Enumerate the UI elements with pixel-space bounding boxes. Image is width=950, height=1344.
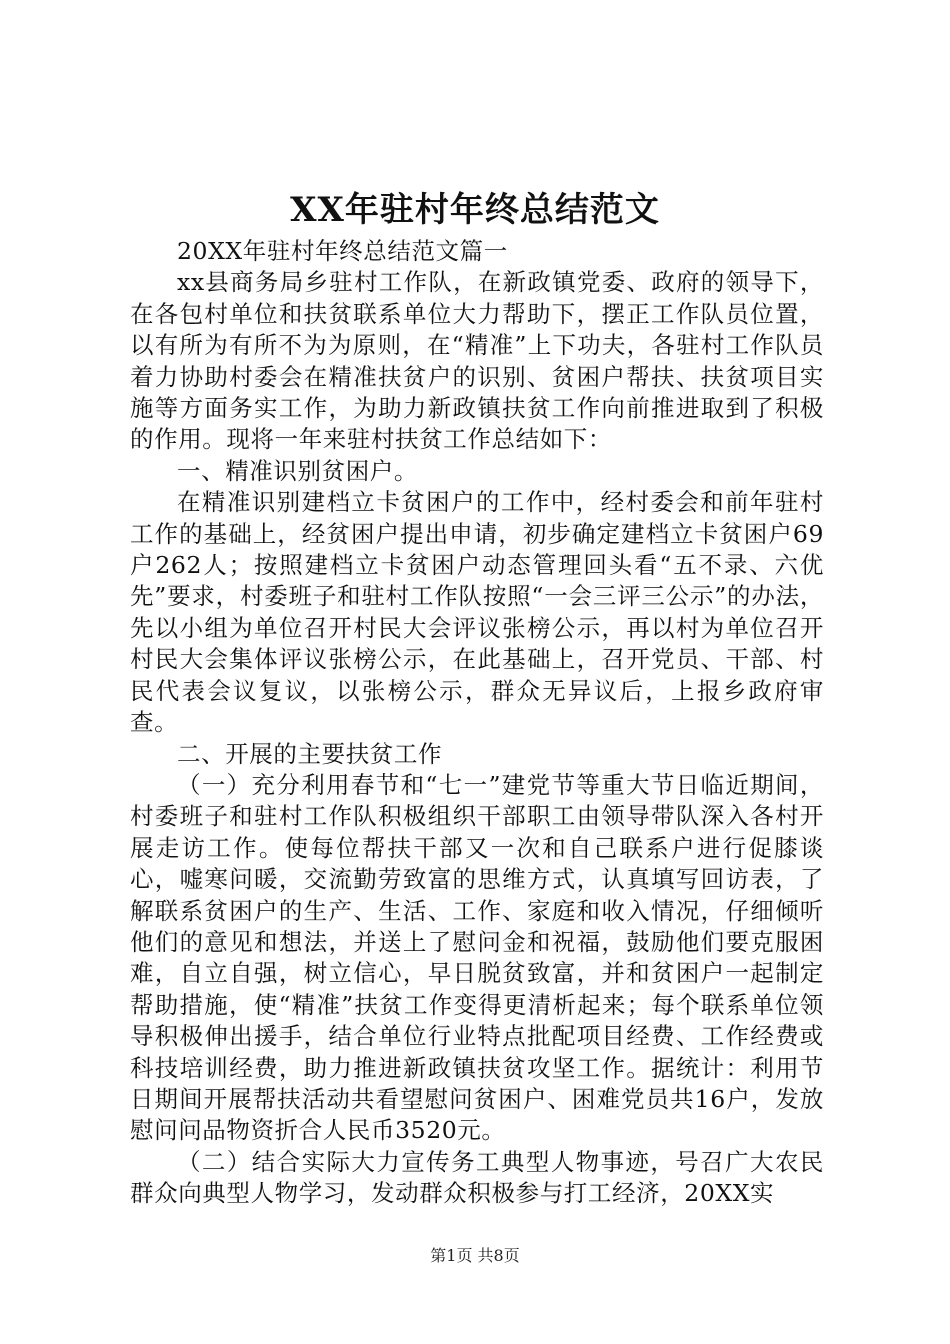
- paragraph-identification: 在精准识别建档立卡贫困户的工作中，经村委会和前年驻村工作的基础上，经贫困户提出申请，初步确定建档立卡贫困户69户262人；按照建档立卡贫困户动态管理回头看“五不录、六优先”要求，村委班子和驻村工作队按照“一会三评三公示”的办法，先以小组为单位召开村民大会评议张榜公示，再以村为单位召开村民大会集体评议张榜公示，在此基础上，召开党员、干部、村民代表会议复议，以张榜公示，群众无异议后，上报乡政府审查。: [130, 488, 824, 737]
- page-number-footer: 第1页 共8页: [430, 1246, 520, 1265]
- paragraph-visits: （一）充分利用春节和“七一”建党节等重大节日临近期间，村委班子和驻村工作队积极组织干部职工由领导带队深入各村开展走访工作。使每位帮扶干部又一次和自己联系户进行促膝谈心，嘘寒问暖，交流勤劳致富的思维方式，认真填写回访表，了解联系贫困户的生产、生活、工作、家庭和收入情况，仔细倾听他们的意见和想法，并送上了慰问金和祝福，鼓励他们要克服困难，自立自强，树立信心，早日脱贫致富，并和贫困户一起制定帮助措施，使“精准”扶贫工作变得更清析起来；每个联系单位领导积极伸出援手，结合单位行业特点批配项目经费、工作经费或科技培训经费，助力推进新政镇扶贫攻坚工作。据统计：利用节日期间开展帮扶活动共看望慰问贫困户、困难党员共16户，发放慰问问品物资折合人民币3520元。: [130, 770, 824, 1145]
- paragraph-intro: xx县商务局乡驻村工作队，在新政镇党委、政府的领导下，在各包村单位和扶贫联系单位大力帮助下，摆正工作队员位置，以有所为有所不为为原则，在“精准”上下功夫，各驻村工作队员着力协助村委会在精准扶贫户的识别、贫困户帮扶、扶贫项目实施等方面务实工作，为助力新政镇扶贫工作向前推进取到了积极的作用。现将一年来驻村扶贫工作总结如下：: [130, 268, 824, 454]
- document-title: XX年驻村年终总结范文: [290, 190, 660, 230]
- section-heading-1: 一、精准识别贫困户。: [177, 456, 418, 485]
- section-heading-2: 二、开展的主要扶贫工作: [177, 739, 443, 768]
- section-subtitle: 20XX年驻村年终总结范文篇一: [177, 237, 508, 265]
- paragraph-publicity: （二）结合实际大力宣传务工典型人物事迹，号召广大农民群众向典型人物学习，发动群众积极参与打工经济，20XX实: [130, 1147, 824, 1208]
- document-body: [130, 236, 824, 1210]
